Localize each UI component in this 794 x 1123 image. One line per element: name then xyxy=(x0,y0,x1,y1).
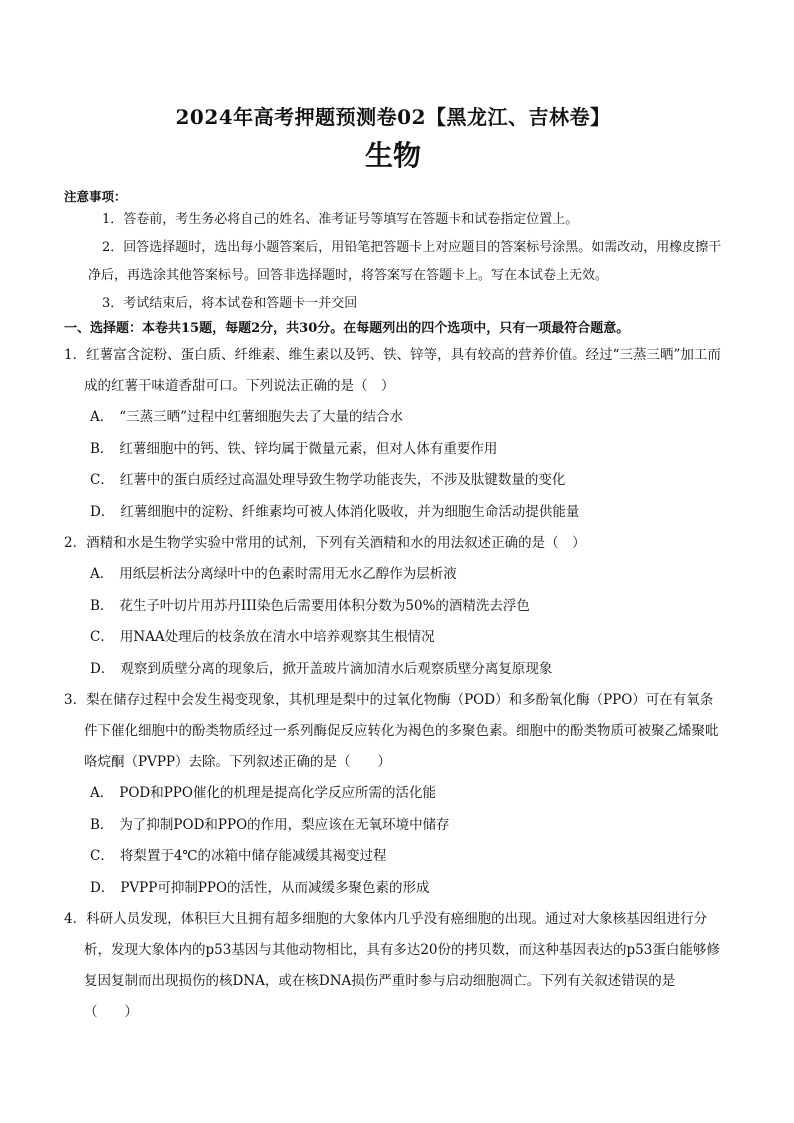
option-key: D． xyxy=(90,660,115,677)
option-key: A． xyxy=(90,409,114,425)
option xyxy=(64,873,722,905)
option-text: “三蒸三晒”过程中红薯细胞失去了大量的结合水 xyxy=(119,409,404,425)
subject-title: 生物 xyxy=(364,139,421,172)
option-text: 用NAA处理后的枝条放在清水中培养观察其生根情况 xyxy=(119,629,435,645)
option xyxy=(64,559,722,591)
question-stem: 4．科研人员发现，体积巨大且拥有超多细胞的大象体内几乎没有癌细胞的出现。通过对大象核基因组进行分析，发现大象体内的p53基因与其他动物相比，具有多达20份的拷贝数，而这种基因表达的p53蛋白能够修复因复制而出现损伤的核DNA，或在核DNA损伤严重时参与启动细胞凋亡。下列有关叙述错误的是（ ） xyxy=(64,911,720,1020)
question-stem: 2．酒精和水是生物学实验中常用的试剂，下列有关酒精和水的用法叙述正确的是（ ） xyxy=(64,535,586,551)
option xyxy=(64,810,722,842)
option xyxy=(64,434,722,466)
option-key: D． xyxy=(90,503,115,520)
option-key: B． xyxy=(90,597,114,614)
option-key: C． xyxy=(90,472,114,488)
question-stem: 1．红薯富含淀粉、蛋白质、纤维素、维生素以及钙、铁、锌等，具有较高的营养价值。经过“三蒸三晒”加工而成的红薯干味道香甜可口。下列说法正确的是（ ） xyxy=(64,347,721,394)
option-text: POD和PPO催化的机理是提高化学反应所需的活化能 xyxy=(119,785,436,801)
option-key: C． xyxy=(90,848,114,864)
option-key: D． xyxy=(90,879,115,896)
option-key: B． xyxy=(90,816,114,833)
section-label: 一、选择题： xyxy=(64,321,143,336)
option-text: 红薯细胞中的钙、铁、锌均属于微量元素，但对人体有重要作用 xyxy=(119,440,498,457)
option-key: B． xyxy=(90,440,114,457)
question-stem: 3．梨在储存过程中会发生褐变现象，其机理是梨中的过氧化物酶（POD）和多酚氧化酶（PPO）可在有氧条件下催化细胞中的酚类物质经过一系列酶促反应转化为褐色的多聚色素。细胞中的酚类物质可被聚乙烯聚吡咯烷酮（PVPP）去除。下列叙述正确的是（ ） xyxy=(64,692,719,770)
option-text: 红薯中的蛋白质经过高温处理导致生物学功能丧失，不涉及肽键数量的变化 xyxy=(119,472,566,488)
option xyxy=(64,497,722,529)
option-text: 用纸层析法分离绿叶中的色素时需用无水乙醇作为层析液 xyxy=(119,566,457,582)
option xyxy=(64,465,722,497)
option xyxy=(64,654,722,686)
section-heading xyxy=(64,318,722,340)
section-text: 本卷共15题，每题2分，共30分。在每题列出的四个选项中，只有一项最符合题意。 xyxy=(142,321,630,336)
note-item: 1．答卷前，考生务必将自己的姓名、准考证号等填写在答题卡和试卷指定位置上。 xyxy=(102,212,579,227)
option-text: 将梨置于4℃的冰箱中储存能减缓其褐变过程 xyxy=(119,848,387,864)
option-text: 为了抑制POD和PPO的作用，梨应该在无氧环境中储存 xyxy=(119,816,450,833)
option-key: C． xyxy=(90,629,114,645)
option xyxy=(64,622,722,654)
option-text: 红薯细胞中的淀粉、纤维素均可被人体消化吸收，并为细胞生命活动提供能量 xyxy=(120,503,580,520)
option xyxy=(64,591,722,623)
note-item: 2．回答选择题时，选出每小题答案后，用铅笔把答题卡上对应题目的答案标号涂黑。如需改动，用橡皮擦干净后，再选涂其他答案标号。回答非选择题时，将答案写在答题卡上。写在本试卷上无效。 xyxy=(88,240,722,283)
option-text: PVPP可抑制PPO的活性，从而减缓多聚色素的形成 xyxy=(120,879,430,896)
option xyxy=(64,778,722,810)
option-key: A． xyxy=(90,785,114,801)
option xyxy=(64,402,722,434)
option-text: 观察到质壁分离的现象后，掀开盖玻片滴加清水后观察质壁分离复原现象 xyxy=(120,660,553,677)
note-item: 3．考试结束后，将本试卷和答题卡一并交回 xyxy=(102,296,358,311)
option-text: 花生子叶切片用苏丹III染色后需要用体积分数为50%的酒精洗去浮色 xyxy=(119,597,530,614)
option xyxy=(64,841,722,873)
option-key: A． xyxy=(90,566,114,582)
notes-heading: 注意事项： xyxy=(64,189,127,204)
exam-title: 2024年高考押题预测卷02【黑龙江、吉林卷】 xyxy=(175,105,611,129)
